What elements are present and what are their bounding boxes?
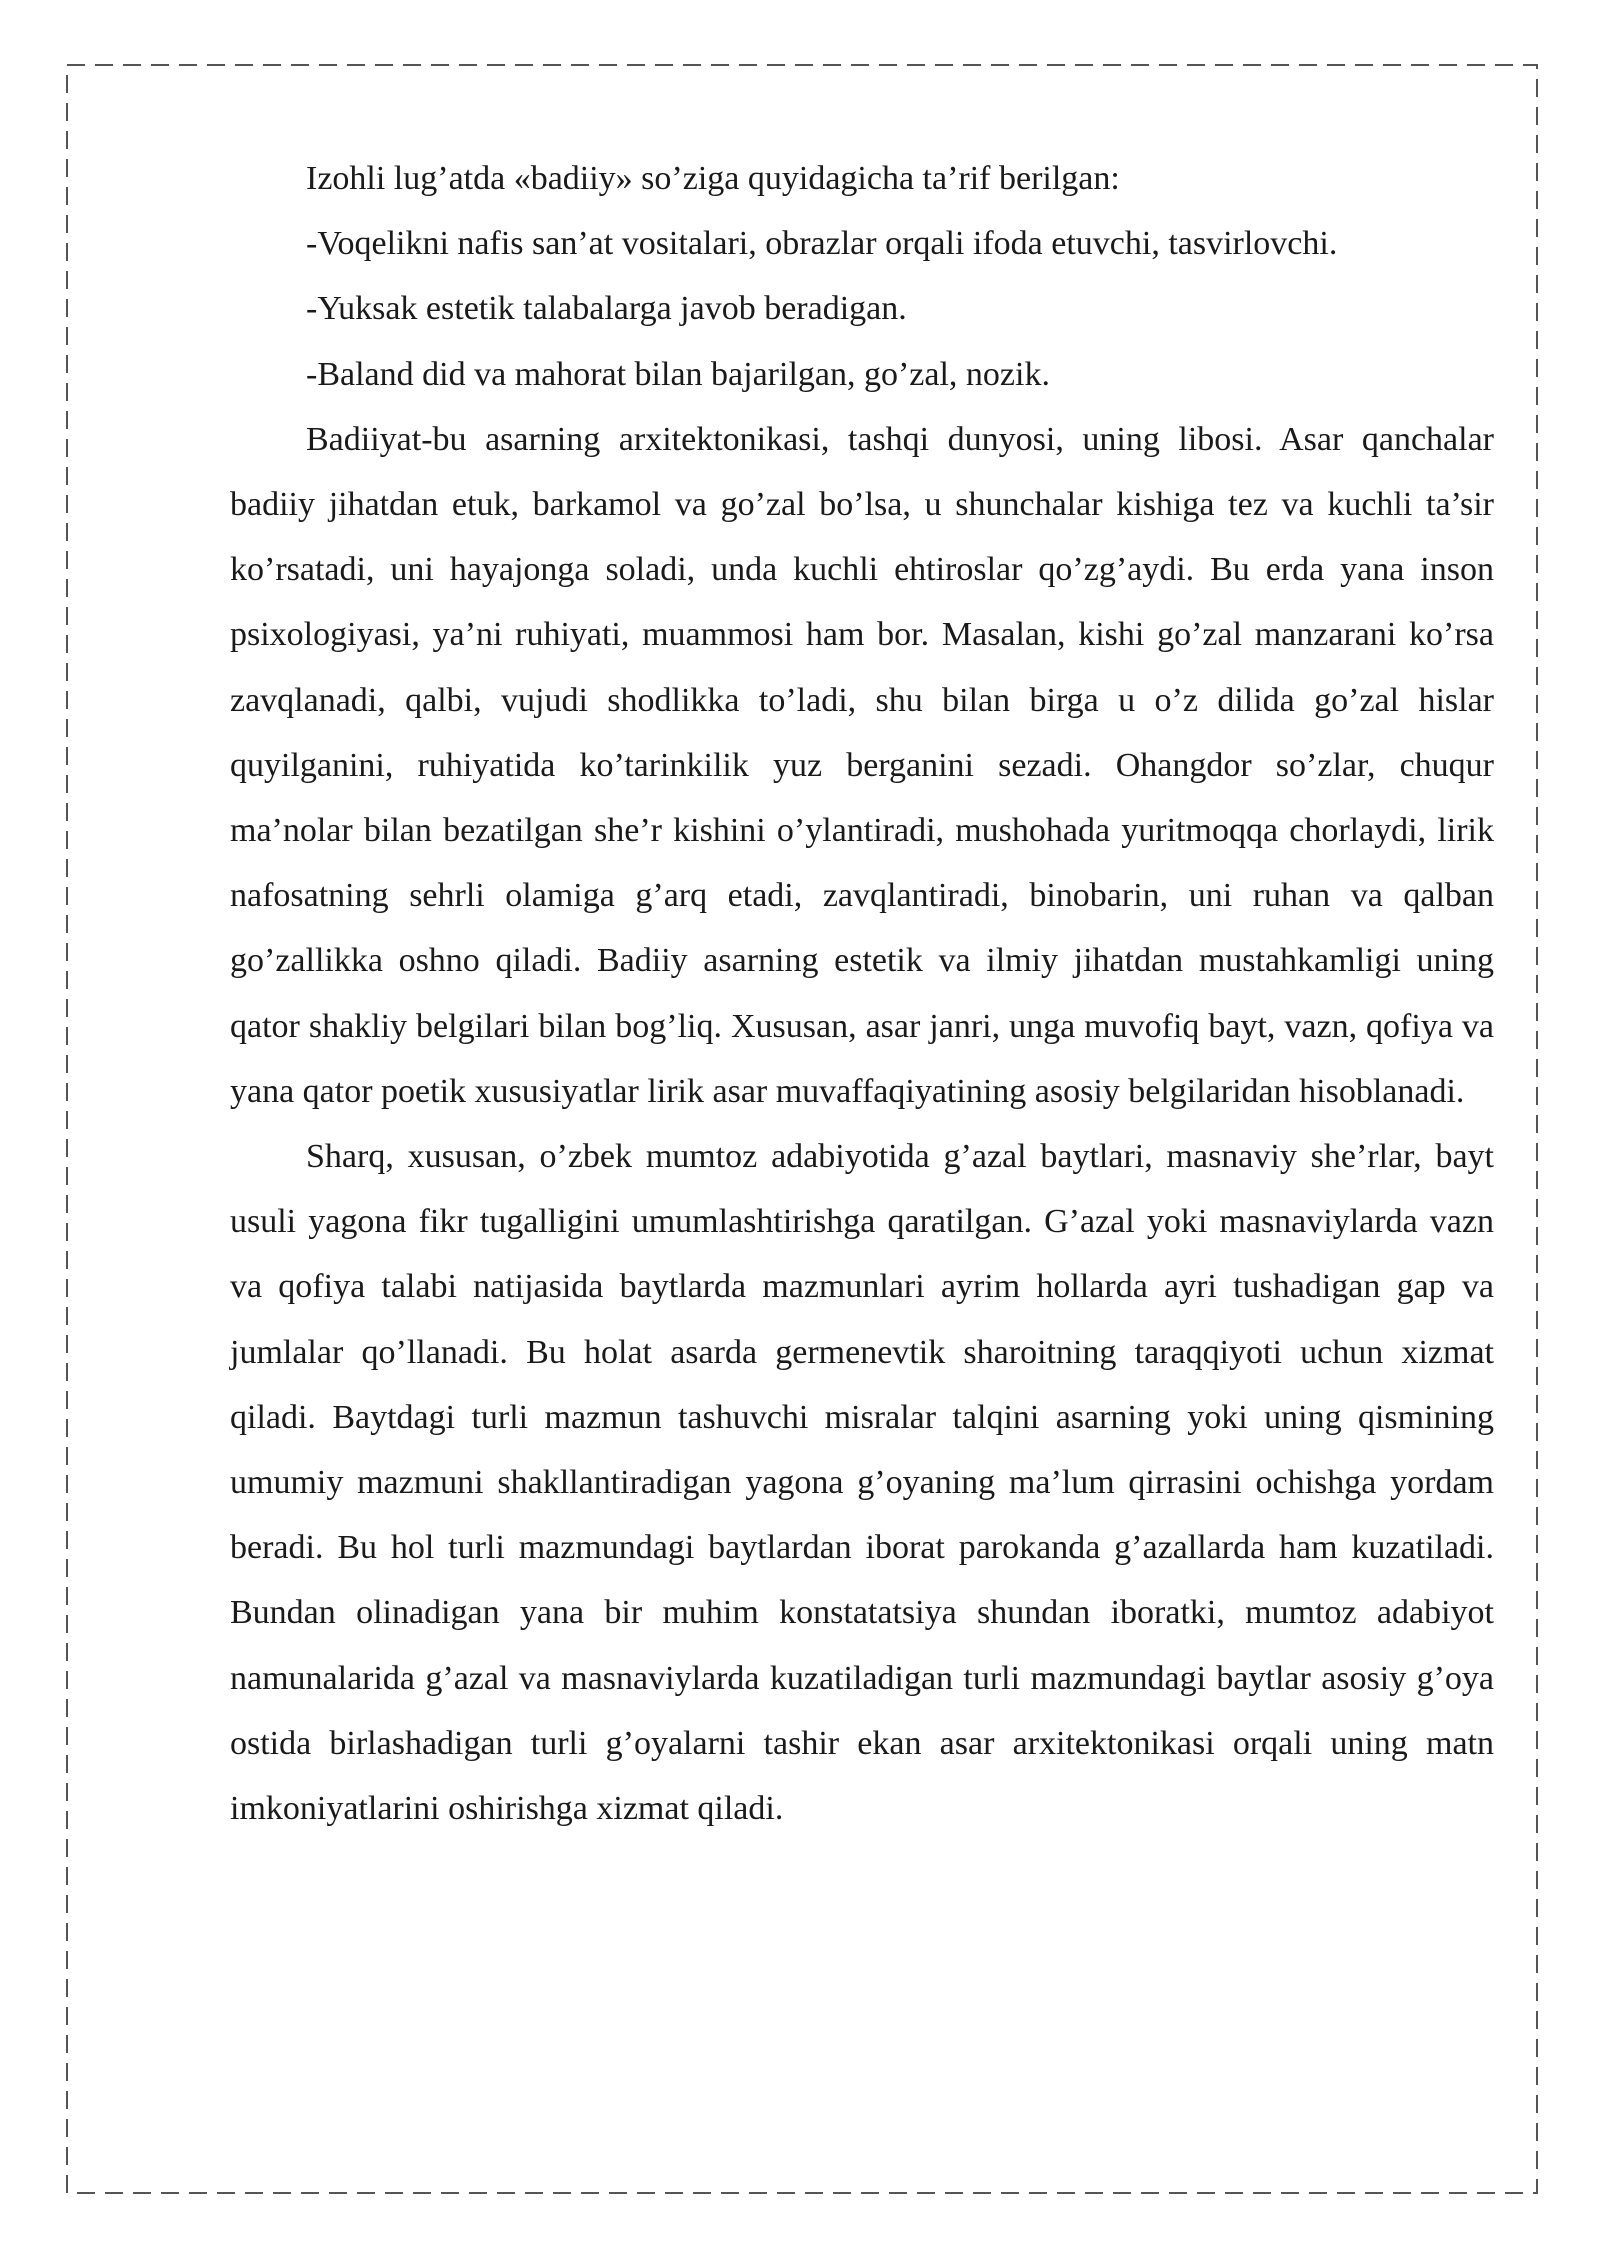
paragraph-definition-3: -Baland did va mahorat bilan bajarilgan, go’zal, nozik. (306, 355, 1050, 393)
paragraph-sharq: Sharq, xususan, o’zbek mumtoz adabiyotida g’azal baytlari, masnaviy she’rlar, bayt usuli yagona fikr tugalligini umumlashtirishga qaratilgan. G’azal yoki masnaviylarda vazn va qofiya talabi natijasida baytlarda mazmunlari ayrim hollarda ayri tushadigan gap va jumlalar qo’llanadi. Bu holat asarda germenevtik sharoitning taraqqiyoti uchun xizmat qiladi. Baytdagi turli mazmun tashuvchi misralar talqini asarning yoki uning qismining umumiy mazmuni shakllantiradigan yagona g’oyaning ma’lum qirrasini ochishga yordam beradi. Bu hol turli mazmundagi baytlardan iborat parokanda g’azallarda ham kuzatiladi. Bundan olinadigan yana bir muhim konstatatsiya shundan iboratki, mumtoz adabiyot namunalarida g’azal va masnaviylarda kuzatiladigan turli mazmundagi baytlar asosiy g’oya ostida birlashadigan turli g’oyalarni tashir ekan asar arxitektonikasi orqali uning matn imkoniyatlarini oshirishga xizmat qiladi. (230, 1138, 1494, 1828)
paragraph-definition-1: -Voqelikni nafis san’at vositalari, obrazlar orqali ifoda etuvchi, tasvirlovchi. (306, 225, 1338, 263)
document-body (230, 146, 1494, 1841)
paragraph-badiiyat: Badiiyat-bu asarning arxitektonikasi, tashqi dunyosi, uning libosi. Asar qanchalar badiiy jihatdan etuk, barkamol va go’zal bo’lsa, u shunchalar kishiga tez va kuchli ta’sir ko’rsatadi, uni hayajonga soladi, unda kuchli ehtiroslar qo’zg’aydi. Bu erda yana inson psixologiyasi, ya’ni ruhiyati, muammosi ham bor. Masalan, kishi go’zal manzarani ko’rsa zavqlanadi, qalbi, vujudi shodlikka to’ladi, shu bilan birga u o’z dilida go’zal hislar quyilganini, ruhiyatida ko’tarinkilik yuz berganini sezadi. Ohangdor so’zlar, chuqur ma’nolar bilan bezatilgan she’r kishini o’ylantiradi, mushohada yuritmoqqa chorlaydi, lirik nafosatning sehrli olamiga g’arq etadi, zavqlantiradi, binobarin, uni ruhan va qalban go’zallikka oshno qiladi. Badiiy asarning estetik va ilmiy jihatdan mustahkamligi uning qator shakliy belgilari bilan bog’liq. Xususan, asar janri, unga muvofiq bayt, vazn, qofiya va yana qator poetik xususiyatlar lirik asar muvaffaqiyatining asosiy belgilaridan hisoblanadi. (230, 420, 1494, 1110)
paragraph-definition-2: -Yuksak estetik talabalarga javob beradigan. (306, 290, 907, 328)
paragraph-definition-intro: Izohli lug’atda «badiiy» so’ziga quyidagicha ta’rif berilgan: (306, 160, 1120, 197)
